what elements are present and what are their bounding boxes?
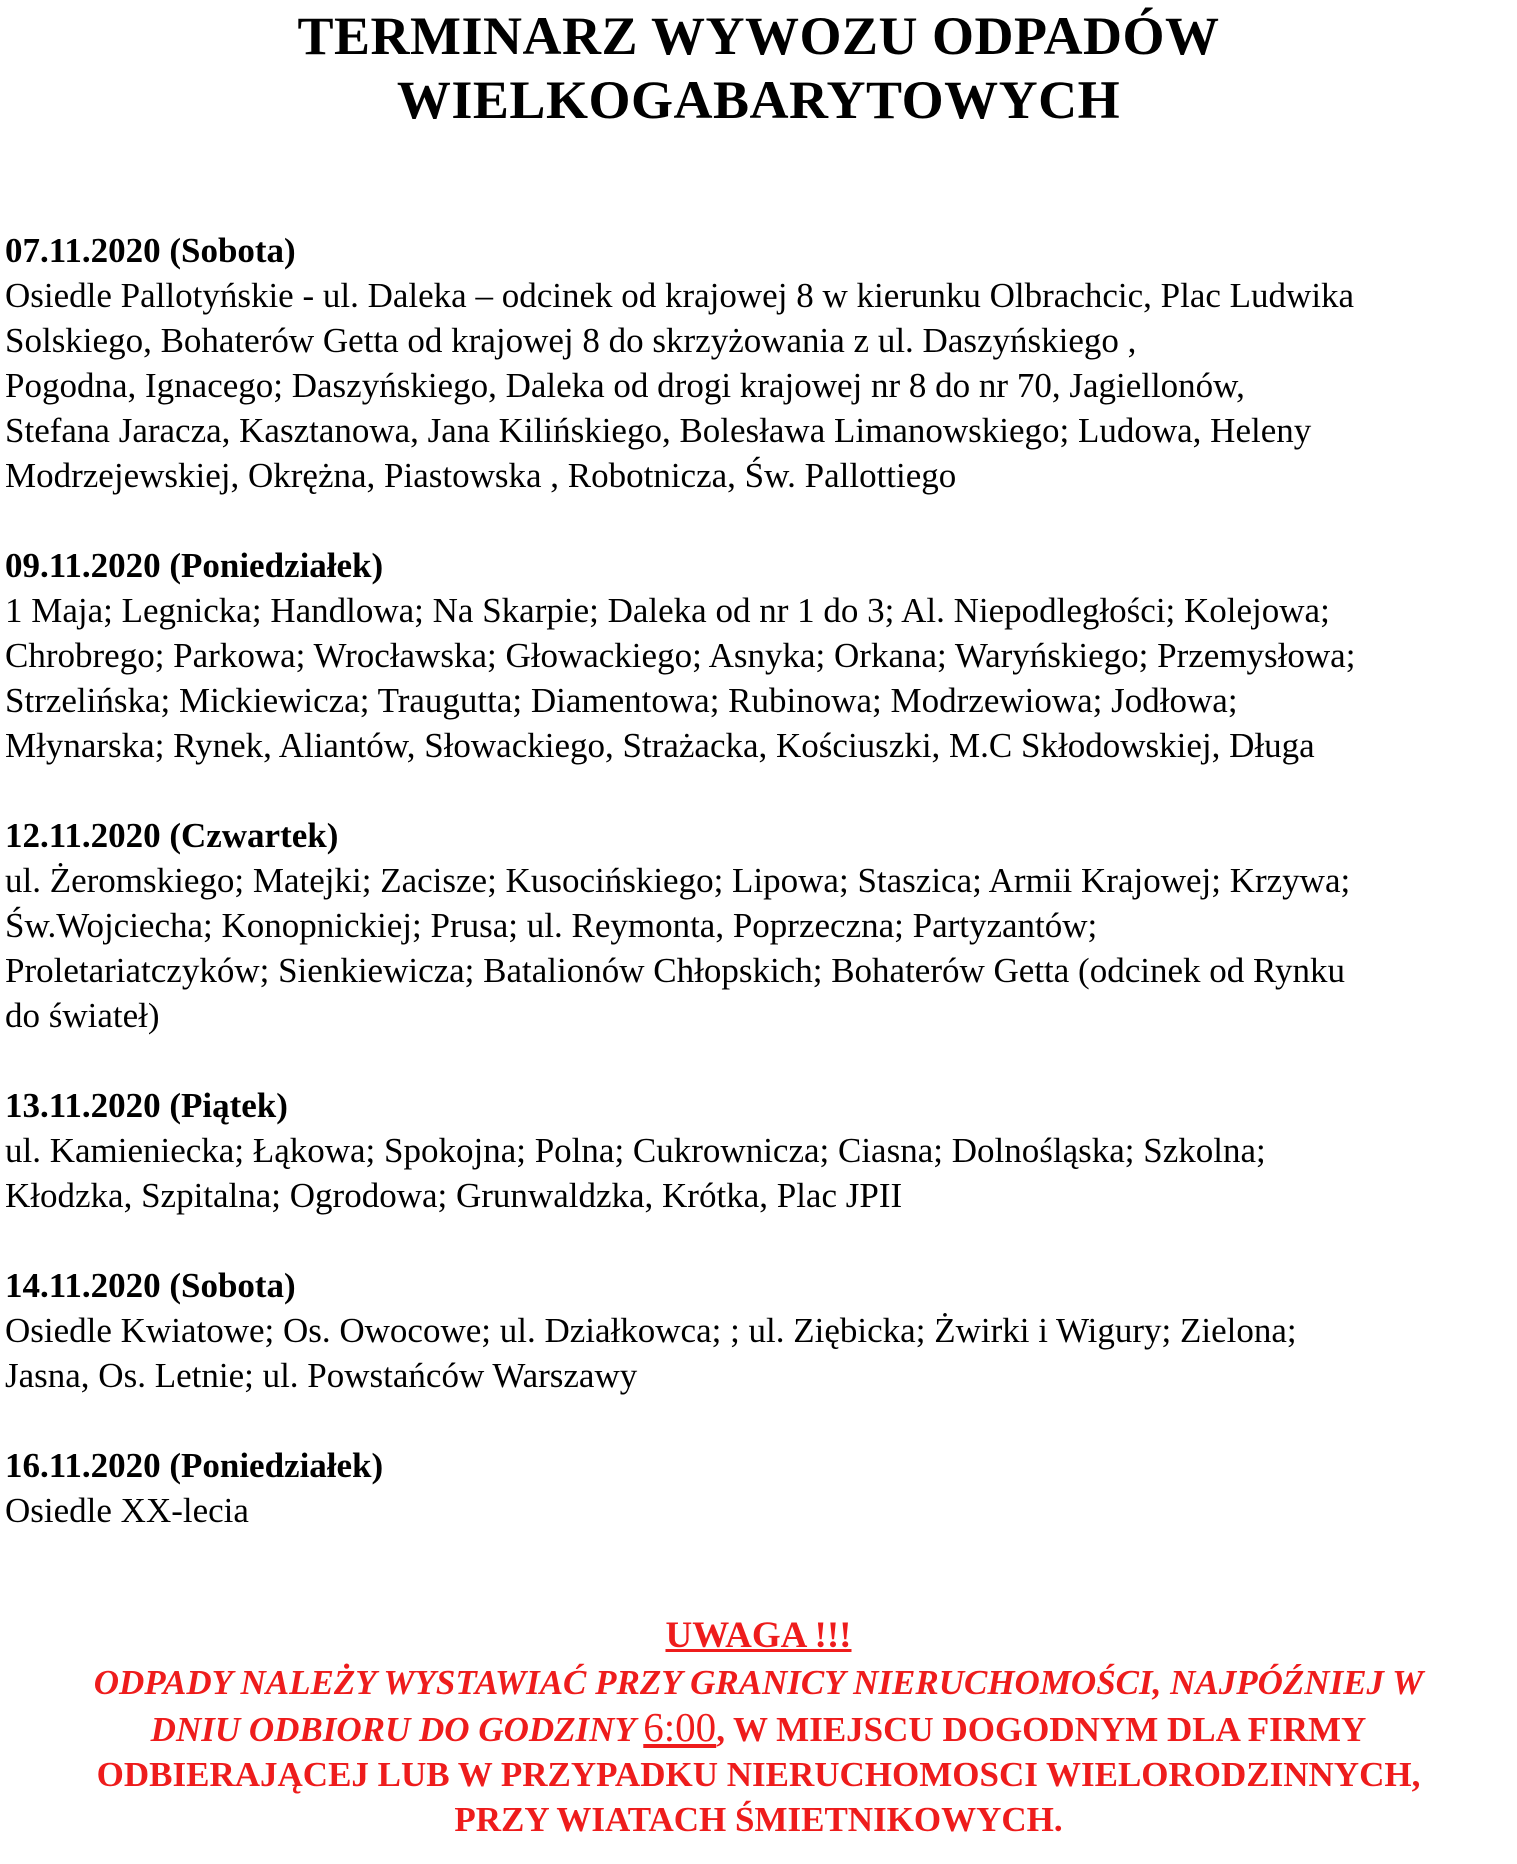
schedule-entry [5,1443,1515,1533]
entry-date: 09.11.2020 (Poniedziałek) [5,546,384,585]
entry-streets: ul. Żeromskiego; Matejki; Zacisze; Kusocińskiego; Lipowa; Staszica; Armii Krajowej; Krzywa; Św.Wojciecha; Konopnickiej; Prusa; ul. Reymonta, Poprzeczna; Partyzantów; Proletariatczyków; Sienkiewicza; Batalionów Chłopskich; Bohaterów Getta (odcinek od Rynku do świateł) [5,861,1351,1035]
schedule-entry [5,1263,1515,1398]
entry-streets: ul. Kamieniecka; Łąkowa; Spokojna; Polna; Cukrownicza; Ciasna; Dolnośląska; Szkolna; Kłodzka, Szpitalna; Ogrodowa; Grunwaldzka, Krótka, Plac JPII [5,1131,1266,1215]
entry-streets: 1 Maja; Legnicka; Handlowa; Na Skarpie; Daleka od nr 1 do 3; Al. Niepodległości; Kolejowa; Chrobrego; Parkowa; Wrocławska; Głowackiego; Asnyka; Orkana; Waryńskiego; Przemysłowa; Strzelińska; Mickiewicza; Traugutta; Diamentowa; Rubinowa; Modrzewiowa; Jodłowa; Młynarska; Rynek, Aliantów, Słowackiego, Strażacka, Kościuszki, M.C Skłodowskiej, Długa [5,591,1356,765]
schedule-entry [5,543,1515,768]
notice-line-2-rest: , W MIEJSCU DOGODNYM DLA FIRMY [716,1710,1367,1749]
entry-date: 07.11.2020 (Sobota) [5,231,296,270]
title-line-2: WIELKOGABARYTOWYCH [396,70,1121,130]
notice-line-4: PRZY WIATACH ŚMIETNIKOWYCH. [454,1800,1063,1839]
schedule-entry [5,228,1515,498]
document-title [0,4,1517,132]
entry-streets: Osiedle XX-lecia [5,1491,249,1530]
entry-streets: Osiedle Kwiatowe; Os. Owocowe; ul. Działkowca; ; ul. Ziębicka; Żwirki i Wigury; Zielona; Jasna, Os. Letnie; ul. Powstańców Warszawy [5,1311,1297,1395]
entry-date: 16.11.2020 (Poniedziałek) [5,1446,384,1485]
schedule-entry [5,813,1515,1038]
notice-heading: UWAGA !!! [665,1615,852,1656]
collection-schedule [5,228,1515,1533]
schedule-entry [5,1083,1515,1218]
notice-line-2 [0,1705,1517,1752]
entry-date: 14.11.2020 (Sobota) [5,1266,296,1305]
notice-line-2-italic: DNIU ODBIORU DO GODZINY [150,1710,644,1749]
notice-line-1: ODPADY NALEŻY WYSTAWIAĆ PRZY GRANICY NIERUCHOMOŚCI, NAJPÓŹNIEJ W [93,1663,1424,1702]
entry-date: 13.11.2020 (Piątek) [5,1086,288,1125]
entry-streets: Osiedle Pallotyńskie - ul. Daleka – odcinek od krajowej 8 w kierunku Olbrachcic, Plac Ludwika Solskiego, Bohaterów Getta od krajowej 8 do skrzyżowania z ul. Daszyńskiego , Pogodna, Ignacego; Daszyńskiego, Daleka od drogi krajowej nr 8 do nr 70, Jagiellonów, Stefana Jaracza, Kasztanowa, Jana Kilińskiego, Bolesława Limanowskiego; Ludowa, Heleny Modrzejewskiej, Okrężna, Piastowska , Robotnicza, Św. Pallottiego [5,276,1355,495]
deadline-time: 6:00 [643,1704,717,1750]
notice-line-3: ODBIERAJĄCEJ LUB W PRZYPADKU NIERUCHOMOSCI WIELORODZINNYCH, [96,1755,1421,1794]
title-line-1: TERMINARZ WYWOZU ODPADÓW [297,6,1220,66]
entry-date: 12.11.2020 (Czwartek) [5,816,339,855]
warning-notice [0,1612,1517,1842]
